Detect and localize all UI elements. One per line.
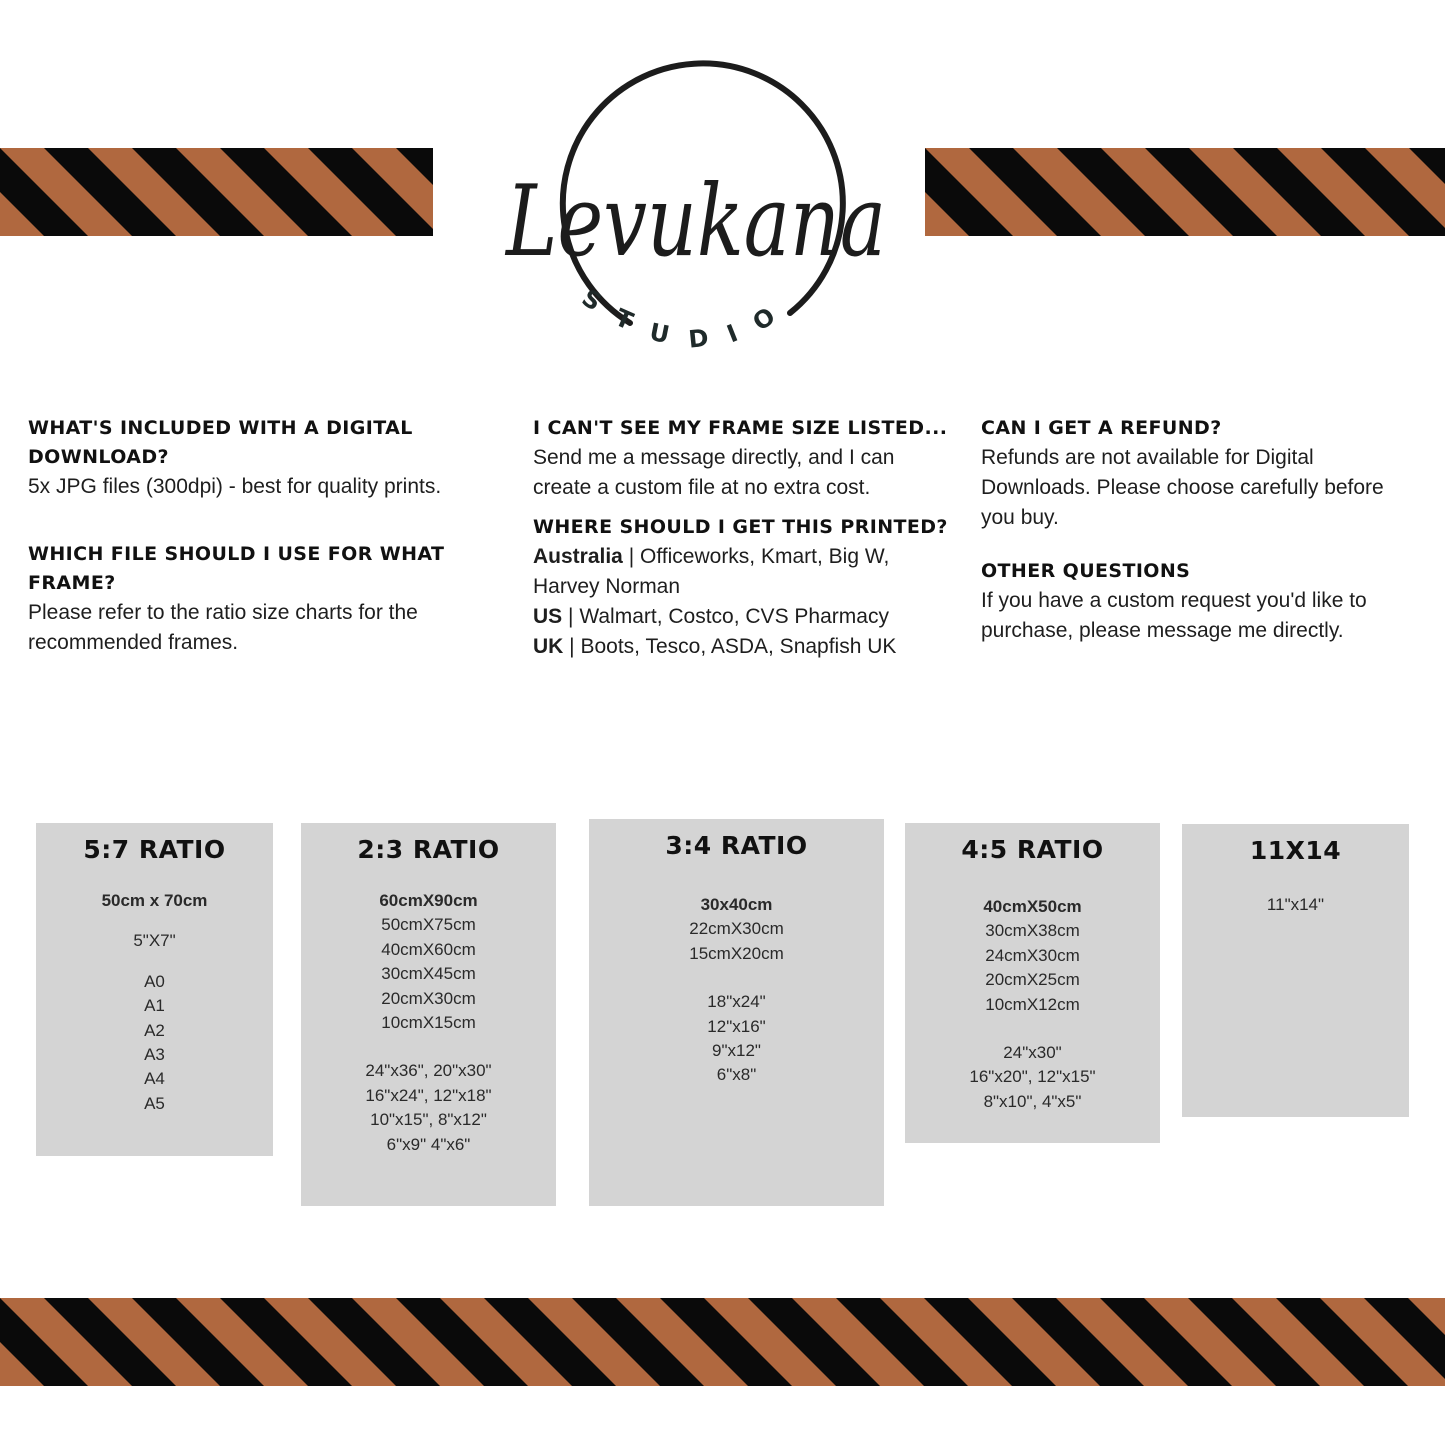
faq-item-digital-download — [28, 414, 498, 502]
size-line: 6"x9" 4"x6" — [386, 1134, 471, 1154]
faq-question: WHERE SHOULD I GET THIS PRINTED? — [533, 516, 948, 538]
logo-studio-text: STUDIO — [576, 283, 799, 354]
size-line: A1 — [144, 996, 165, 1016]
ratio-card-4-5 — [905, 823, 1160, 1143]
printer-list — [533, 542, 953, 662]
size-line: 50cmX75cm — [381, 915, 476, 935]
size-line: A4 — [144, 1069, 165, 1089]
faq-question: CAN I GET A REFUND? — [981, 417, 1222, 439]
size-line: 10cmX12cm — [985, 994, 1080, 1014]
size-line: 30cmX45cm — [381, 964, 476, 984]
printer-stores: Boots, Tesco, ASDA, Snapfish UK — [580, 635, 897, 658]
size-line: 10"x15", 8"x12" — [370, 1110, 487, 1130]
size-line: 12"x16" — [707, 1016, 766, 1036]
faq-column-2 — [533, 414, 953, 686]
size-line: 16"x24", 12"x18" — [365, 1085, 492, 1105]
size-line: 5"X7" — [133, 931, 176, 951]
size-line: 24"x30" — [1003, 1043, 1062, 1063]
size-line: 24cmX30cm — [985, 945, 1080, 965]
card-title: 4:5 RATIO — [961, 835, 1104, 864]
size-line: 40cmX60cm — [381, 939, 476, 959]
size-line: 30x40cm — [700, 895, 773, 914]
ratio-card-11x14 — [1182, 824, 1409, 1117]
size-line: 30cmX38cm — [985, 921, 1080, 941]
ratio-card-3-4 — [589, 819, 884, 1206]
size-line: 9"x12" — [712, 1041, 761, 1061]
card-title: 5:7 RATIO — [83, 835, 226, 864]
faq-answer: If you have a custom request you'd like to purchase, please message me directly. — [981, 589, 1367, 642]
size-line: 16"x20", 12"x15" — [969, 1067, 1096, 1087]
printer-entry-uk: UK | Boots, Tesco, ASDA, Snapfish UK — [533, 635, 897, 658]
size-line: 60cmX90cm — [379, 891, 478, 910]
size-line: 20cmX30cm — [381, 988, 476, 1008]
size-line: 15cmX20cm — [689, 943, 784, 963]
printer-country: US — [533, 605, 563, 628]
faq-question: WHAT'S INCLUDED WITH A DIGITAL DOWNLOAD? — [28, 417, 413, 468]
logo-mark — [490, 55, 910, 365]
faq-question: OTHER QUESTIONS — [981, 560, 1191, 582]
size-line: A2 — [144, 1020, 165, 1040]
printer-entry-australia: Australia | Officeworks, Kmart, Big W, Harvey Norman — [533, 545, 890, 598]
triangle-pattern — [0, 1298, 1445, 1386]
card-title: 11X14 — [1249, 836, 1342, 865]
logo-script-text: Levukana — [504, 165, 886, 279]
faq-item-frame-size — [533, 414, 953, 503]
card-title: 2:3 RATIO — [357, 835, 500, 864]
printer-stores: Officeworks, Kmart, Big W, Harvey Norman — [533, 545, 890, 598]
size-line: 18"x24" — [707, 992, 766, 1012]
faq-item-where-printed — [533, 513, 953, 662]
faq-column-3 — [981, 414, 1421, 670]
size-line: 50cm x 70cm — [101, 891, 208, 910]
studio-logo — [490, 55, 910, 365]
size-line: 24"x36", 20"x30" — [365, 1061, 492, 1081]
size-line: 40cmX50cm — [983, 897, 1082, 916]
size-line: A0 — [144, 971, 165, 991]
faq-answer: Please refer to the ratio size charts for the recommended frames. — [28, 601, 418, 654]
triangle-pattern — [0, 148, 433, 236]
printer-country: UK — [533, 635, 564, 658]
printer-entry-us: US | Walmart, Costco, CVS Pharmacy — [533, 605, 889, 628]
faq-item-other-questions — [981, 557, 1421, 646]
triangle-pattern — [925, 148, 1445, 236]
printer-country: Australia — [533, 545, 623, 568]
size-line: 11"x14" — [1266, 895, 1325, 914]
faq-column-1 — [28, 414, 498, 682]
size-line: 20cmX25cm — [985, 970, 1080, 990]
faq-answer: Refunds are not available for Digital Downloads. Please choose carefully before you buy. — [981, 446, 1384, 529]
size-line: 22cmX30cm — [689, 919, 784, 939]
faq-question: I CAN'T SEE MY FRAME SIZE LISTED... — [533, 417, 948, 439]
faq-question: WHICH FILE SHOULD I USE FOR WHAT FRAME? — [28, 543, 445, 594]
pattern-band-bottom — [0, 1298, 1445, 1386]
pattern-band-top-right — [925, 148, 1445, 236]
faq-item-refund — [981, 414, 1421, 533]
faq-answer: 5x JPG files (300dpi) - best for quality prints. — [28, 475, 442, 498]
size-line: 10cmX15cm — [381, 1013, 476, 1033]
card-title: 3:4 RATIO — [665, 831, 808, 860]
size-line: A5 — [144, 1093, 165, 1113]
printer-stores: Walmart, Costco, CVS Pharmacy — [579, 605, 889, 628]
ratio-card-5-7 — [36, 823, 273, 1156]
size-line: 6"x8" — [716, 1065, 757, 1085]
pattern-band-top-left — [0, 148, 433, 236]
size-line: 8"x10", 4"x5" — [983, 1091, 1082, 1111]
ratio-card-2-3 — [301, 823, 556, 1206]
faq-answer: Send me a message directly, and I can create a custom file at no extra cost. — [533, 446, 895, 499]
faq-item-which-file — [28, 540, 498, 658]
size-line: A3 — [144, 1045, 165, 1065]
